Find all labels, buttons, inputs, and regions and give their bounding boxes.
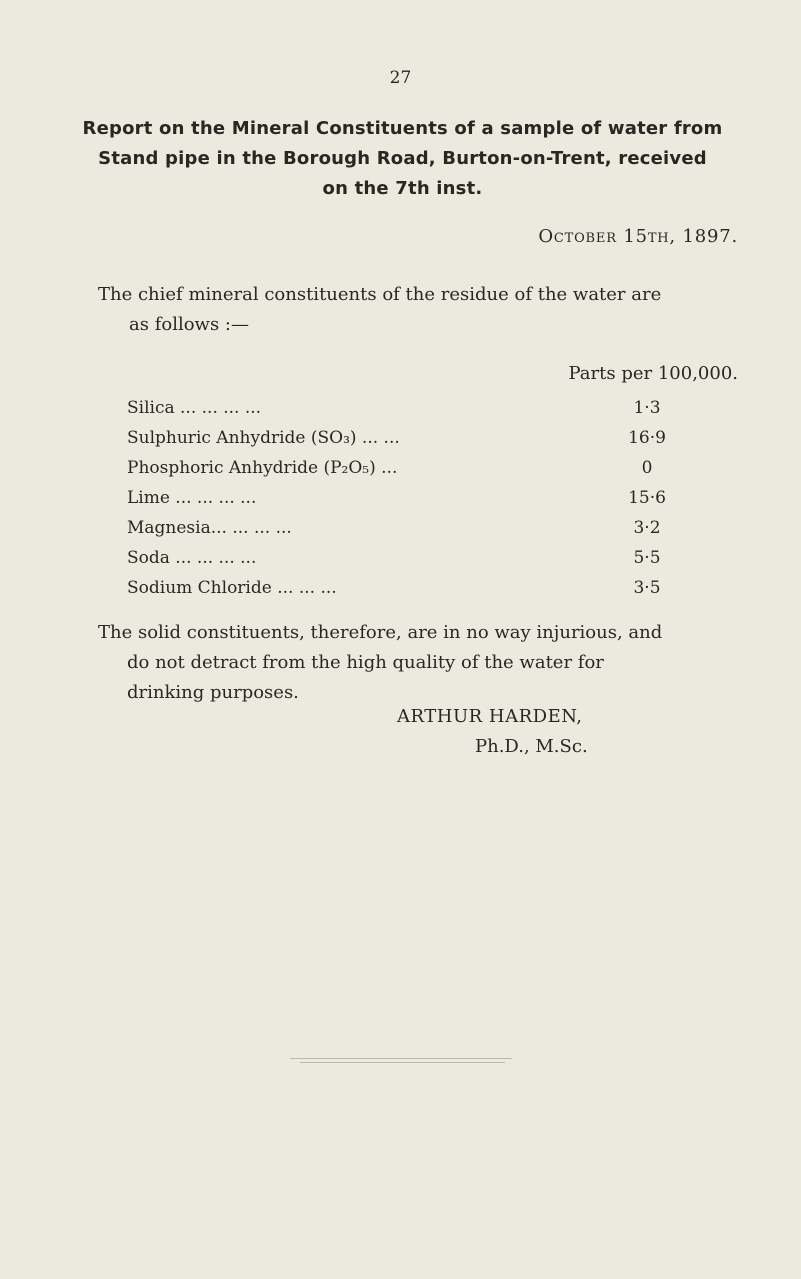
units-header: Parts per 100,000. <box>568 363 738 384</box>
table-row <box>127 453 727 483</box>
constituent-value: 16·9 <box>628 428 666 448</box>
signature-block <box>381 702 741 762</box>
constituent-value: 15·6 <box>628 488 666 508</box>
constituent-value: 5·5 <box>633 548 661 568</box>
constituent-name: Silica ... ... ... ... <box>127 398 262 418</box>
heading-line-3: on the 7th inst. <box>322 178 483 199</box>
constituent-name: Lime ... ... ... ... <box>127 488 257 508</box>
constituent-value: 3·5 <box>633 578 661 598</box>
report-heading <box>60 114 745 204</box>
table-row <box>127 393 727 423</box>
constituents-table <box>127 393 727 603</box>
table-row <box>127 423 727 453</box>
divider-rule <box>290 1058 512 1059</box>
intro-line-1: The chief mineral constituents of the residue of the water are <box>98 284 662 305</box>
conclusion-line-2: do not detract from the high quality of the water for <box>127 652 604 673</box>
conclusion-line-1: The solid constituents, therefore, are in no way injurious, and <box>98 622 663 643</box>
signature-name: ARTHUR HARDEN, <box>397 706 583 727</box>
table-row <box>127 513 727 543</box>
page-number: 27 <box>389 68 412 88</box>
constituent-name: Magnesia... ... ... ... <box>127 518 292 538</box>
report-date: October 15th, 1897. <box>538 226 738 247</box>
table-row <box>127 543 727 573</box>
constituent-name: Sodium Chloride ... ... ... <box>127 578 337 598</box>
constituent-name: Soda ... ... ... ... <box>127 548 257 568</box>
table-row <box>127 573 727 603</box>
constituent-value: 1·3 <box>633 398 661 418</box>
signature-credentials: Ph.D., M.Sc. <box>475 736 588 757</box>
constituent-value: 0 <box>641 458 653 478</box>
heading-line-2: Stand pipe in the Borough Road, Burton-on-Trent, received <box>98 148 707 169</box>
intro-line-2: as follows :— <box>129 314 249 335</box>
constituent-name: Phosphoric Anhydride (P₂O₅) ... <box>127 458 398 478</box>
conclusion-line-3: drinking purposes. <box>127 682 299 703</box>
constituent-value: 3·2 <box>633 518 661 538</box>
conclusion-paragraph <box>100 618 740 708</box>
intro-paragraph <box>100 280 740 340</box>
heading-line-1: Report on the Mineral Constituents of a sample of water from <box>82 118 723 139</box>
divider-rule <box>300 1062 505 1063</box>
constituent-name: Sulphuric Anhydride (SO₃) ... ... <box>127 428 400 448</box>
table-row <box>127 483 727 513</box>
